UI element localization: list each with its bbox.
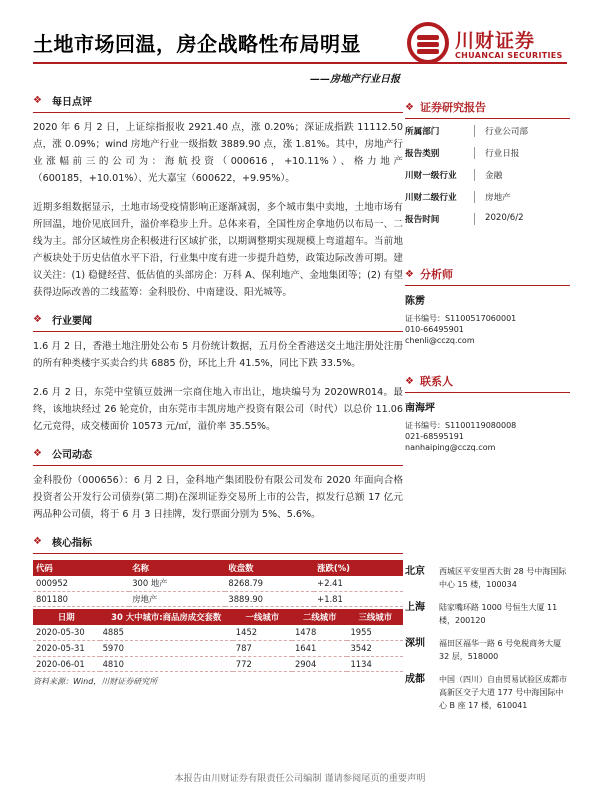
table-row — [33, 656, 403, 672]
office-shanghai — [405, 601, 570, 627]
table-header-row — [33, 560, 403, 576]
table-cell: 2020-05-30 — [33, 625, 100, 641]
table-cell: 房地产 — [129, 591, 225, 607]
analyst-heading: ❖ 分析师 — [405, 268, 453, 281]
table-cell: 772 — [233, 656, 292, 672]
daily-paragraph-1: 2020 年 6 月 2 日，上证综指报收 2921.40 点，涨 0.20%；深证成指跌 11112.50 点，涨 0.09%；wind 房地产行业一级指数 3889.90 点，涨 1.81%。其中，房地产行业涨幅前三的公司为：海航投资（000616，+10.11%）、格力地产（600185，+10.01%）、光大嘉宝（600622，+9.95%）。 — [33, 122, 403, 184]
office-city: 深圳 — [405, 638, 425, 649]
office-address: 西城区平安里西大街 28 号中海国际中心 15 楼，100034 — [439, 567, 567, 589]
industry-news-2: 2.6 月 2 日，东莞中堂镇豆鼓洲一宗商住地入市出让，地块编号为 2020WR014。最终，该地块经过 26 轮竞价，由东莞市丰凯房地产投资有限公司（时代）以总价 11.06 亿元竞得，成交楼面价 10573 元/㎡，溢价率 35.55%。 — [33, 387, 403, 432]
table-cell: 801180 — [33, 591, 129, 607]
info-row-category — [405, 147, 570, 169]
info-value: 房地产 — [485, 193, 511, 203]
table-header-cell: 30 大中城市:商品房成交套数 — [100, 609, 233, 625]
table-cell: 000952 — [33, 576, 129, 592]
section-heading-indicators: ❖ 核心指标 — [33, 535, 92, 549]
page-footer: 本报告由川财证券有限责任公司编制 谨请参阅尾页的重要声明 — [174, 773, 426, 784]
info-key: 报告类别 — [405, 147, 475, 159]
info-row-industry-2 — [405, 191, 570, 213]
info-value: 2020/6/2 — [485, 213, 524, 223]
sidebar-divider — [405, 118, 570, 119]
office-address: 福田区福华一路 6 号免税商务大厦 32 层，518000 — [439, 639, 562, 661]
logo-name-en: CHUANCAI SECURITIES — [455, 51, 563, 60]
table-cell: 300 地产 — [129, 576, 225, 592]
company-news-1: 金科股份（000656）：6 月 2 日，金科地产集团股份有限公司发布 2020 年面向合格投资者公开发行公司债券(第二期)在深圳证券交易所上市的公告，拟发行总额 17 亿元两品种公司债，将于 6 月 3 日挂牌，发行票面分别为 5%、5.6%。 — [33, 475, 403, 520]
main-column — [33, 90, 403, 687]
data-source-note: 资料来源：Wind，川财证券研究所 — [33, 677, 158, 687]
office-address: 中国（四川）自由贸易试验区成都市高新区交子大道 177 号中海国际中心 B 座 17 楼，610041 — [439, 675, 567, 710]
logo-icon — [407, 22, 449, 64]
office-shenzhen — [405, 637, 570, 663]
section-divider — [33, 112, 403, 113]
office-city: 上海 — [405, 602, 425, 613]
table-row — [33, 640, 403, 656]
table-header-cell: 三线城市 — [347, 609, 403, 625]
table-cell: 4810 — [100, 656, 233, 672]
table-header-cell: 日期 — [33, 609, 100, 625]
table-header-cell: 代码 — [33, 560, 129, 576]
sidebar-divider — [405, 285, 570, 286]
section-divider — [33, 331, 403, 332]
table-cell: 3542 — [347, 640, 403, 656]
table-cell: 1955 — [347, 625, 403, 641]
analyst-name: 陈雳 — [405, 296, 425, 307]
diamond-bullet-icon: ❖ — [405, 375, 414, 387]
analyst-email[interactable]: chenli@cczq.com — [405, 336, 475, 345]
industry-news-1: 1.6 月 2 日，香港土地注册处公布 5 月份统计数据，五月份全香港送交土地注册处注册的所有种类楼宇买卖合约共 6885 份，环比上升 41.5%，同比下跌 33.5%。 — [33, 341, 403, 369]
report-info-heading: ❖ 证券研究报告 — [405, 101, 486, 114]
table-cell: +1.81 — [314, 591, 403, 607]
office-chengdu — [405, 673, 570, 712]
table-header-cell: 收盘数 — [225, 560, 314, 576]
info-row-industry-1 — [405, 169, 570, 191]
table-cell: 5970 — [100, 640, 233, 656]
analyst-cert: 证书编号：S1100517060001 — [405, 314, 517, 323]
section-heading-daily: ❖ 每日点评 — [33, 94, 92, 108]
logo-name-cn: 川财证券 — [455, 30, 536, 52]
table-header-row — [33, 609, 403, 625]
table-cell: 1478 — [292, 625, 348, 641]
sidebar-divider — [405, 392, 570, 393]
table-cell: 2904 — [292, 656, 348, 672]
section-divider — [33, 553, 403, 554]
diamond-bullet-icon: ❖ — [33, 535, 42, 547]
office-beijing — [405, 565, 570, 591]
office-address: 陆家嘴环路 1000 号恒生大厦 11 楼，200120 — [439, 603, 558, 625]
table-cell: 2020-06-01 — [33, 656, 100, 672]
info-value: 行业公司部 — [485, 127, 528, 137]
sidebar — [405, 98, 570, 453]
report-subtitle: ——房地产行业日报 — [310, 74, 400, 85]
info-key: 川财一级行业 — [405, 169, 475, 181]
office-city: 北京 — [405, 566, 425, 577]
info-row-date — [405, 213, 570, 235]
table-cell: 4885 — [100, 625, 233, 641]
info-value: 行业日报 — [485, 149, 520, 159]
table-cell: 1134 — [347, 656, 403, 672]
header-divider — [33, 62, 567, 64]
table-header-cell: 名称 — [129, 560, 225, 576]
diamond-bullet-icon: ❖ — [33, 447, 42, 459]
table-row — [33, 591, 403, 607]
report-title: 土地市场回温，房企战略性布局明显 — [33, 32, 361, 56]
table-cell: 8268.79 — [225, 576, 314, 592]
info-key: 所属部门 — [405, 125, 475, 137]
office-city: 成都 — [405, 674, 425, 685]
daily-paragraph-2: 近期多组数据显示，土地市场受疫情影响正逐渐减弱，多个城市集中卖地，土地市场有所回温，地价见底回升，溢价率稳步上升。总体来看，全国性房企拿地仍以布局一、二线为主。部分区域性房企积极进行区域扩张，以期调整期实现规模上弯道超车。当前地产板块处于历史估值水平下沿，行业集中度有进一步提升趋势，政策边际改善可期。建议关注：(1) 稳健经营、低估值的头部房企：万科 A、保利地产、金地集团等；(2) 有望获得边际改善的二线蓝筹：金科股份、中南建设、阳光城等。 — [33, 202, 403, 298]
table-cell: 2020-05-31 — [33, 640, 100, 656]
diamond-bullet-icon: ❖ — [405, 268, 414, 280]
info-key: 川财二级行业 — [405, 191, 475, 203]
transactions-table — [33, 609, 403, 672]
table-row — [33, 576, 403, 592]
info-row-department — [405, 125, 570, 147]
section-divider — [33, 465, 403, 466]
table-cell: +2.41 — [314, 576, 403, 592]
diamond-bullet-icon: ❖ — [33, 313, 42, 325]
section-heading-company: ❖ 公司动态 — [33, 447, 92, 461]
indicators-table — [33, 560, 403, 607]
contact-email[interactable]: nanhaiping@cczq.com — [405, 443, 496, 452]
section-heading-industry: ❖ 行业要闻 — [33, 313, 92, 327]
info-key: 报告时间 — [405, 213, 475, 225]
office-addresses — [405, 565, 570, 712]
analyst-phone: 010-66495901 — [405, 325, 464, 334]
contact-phone: 021-68595191 — [405, 432, 464, 441]
table-row — [33, 625, 403, 641]
contact-cert: 证书编号：S1100119080008 — [405, 421, 517, 430]
table-cell: 3889.90 — [225, 591, 314, 607]
diamond-bullet-icon: ❖ — [405, 101, 414, 113]
contact-heading: ❖ 联系人 — [405, 375, 453, 388]
table-cell: 1452 — [233, 625, 292, 641]
table-header-cell: 二线城市 — [292, 609, 348, 625]
table-cell: 1641 — [292, 640, 348, 656]
info-value: 金融 — [485, 171, 503, 181]
table-header-cell: 涨跌(%) — [314, 560, 403, 576]
table-header-cell: 一线城市 — [233, 609, 292, 625]
table-cell: 787 — [233, 640, 292, 656]
diamond-bullet-icon: ❖ — [33, 94, 42, 106]
contact-name: 南海坪 — [405, 403, 435, 414]
